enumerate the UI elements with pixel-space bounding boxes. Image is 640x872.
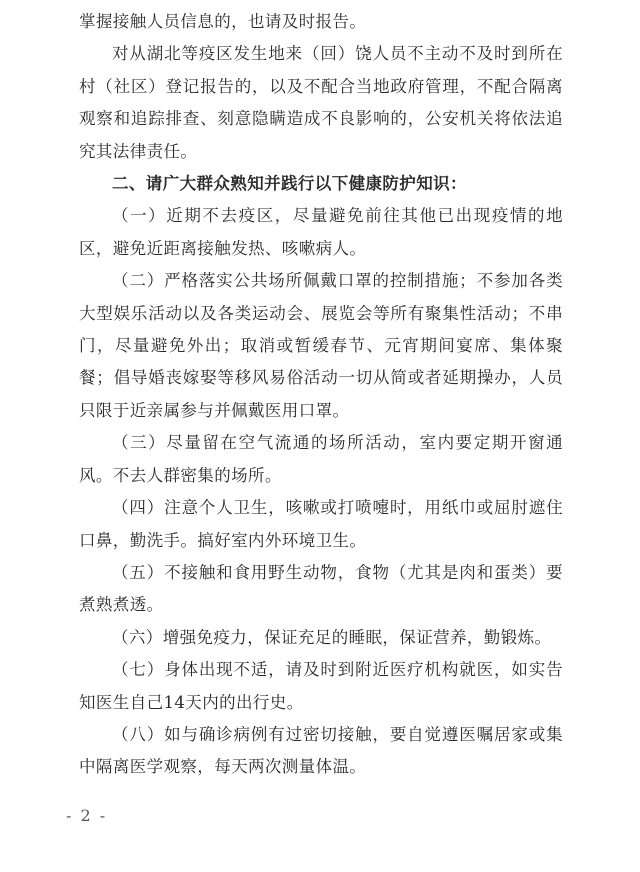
section-heading-health-protection: 二、请广大群众熟知并践行以下健康防护知识：	[112, 174, 467, 194]
document-body	[79, 6, 563, 784]
list-item-7: （七）身体出现不适，请及时到附近医疗机构就医，如实告知医生自己14天内的出行史。	[79, 660, 563, 712]
list-item-5: （五）不接触和食用野生动物，食物（尤其是肉和蛋类）要煮熟煮透。	[79, 562, 563, 615]
list-item-8: （八）如与确诊病例有过密切接触，要自觉遵医嘱居家或集中隔离医学观察，每天两次测量体温。	[79, 724, 563, 777]
paragraph-legal-responsibility: 对从湖北等疫区发生地来（回）饶人员不主动不及时到所在村（社区）登记报告的，以及不配合当地政府管理，不配合隔离观察和追踪排查、刻意隐瞒造成不良影响的，公安机关将依法追究其法律责任。	[79, 44, 563, 161]
paragraph-continuation: 掌握接触人员信息的，也请及时报告。	[79, 12, 367, 31]
list-item-1: （一）近期不去疫区，尽量避免前往其他已出现疫情的地区，避免近距离接触发热、咳嗽病人。	[79, 206, 563, 258]
list-item-4: （四）注意个人卫生，咳嗽或打喷嚏时，用纸巾或屈肘遮住口鼻，勤洗手。搞好室内外环境卫生。	[79, 498, 563, 550]
page-number: - 2 -	[66, 806, 108, 825]
list-item-3: （三）尽量留在空气流通的场所活动，室内要定期开窗通风。不去人群密集的场所。	[79, 433, 563, 485]
list-item-6: （六）增强免疫力，保证充足的睡眠，保证营养，勤锻炼。	[112, 627, 552, 647]
list-item-2: （二）严格落实公共场所佩戴口罩的控制措施；不参加各类大型娱乐活动以及各类运动会、展览会等所有聚集性活动；不串门，尽量避免外出；取消或暂缓春节、元宵期间宴席、集体聚餐；倡导婚丧嫁娶等移风易俗活动一切从简或者延期操办，人员只限于近亲属参与并佩戴医用口罩。	[79, 271, 563, 420]
